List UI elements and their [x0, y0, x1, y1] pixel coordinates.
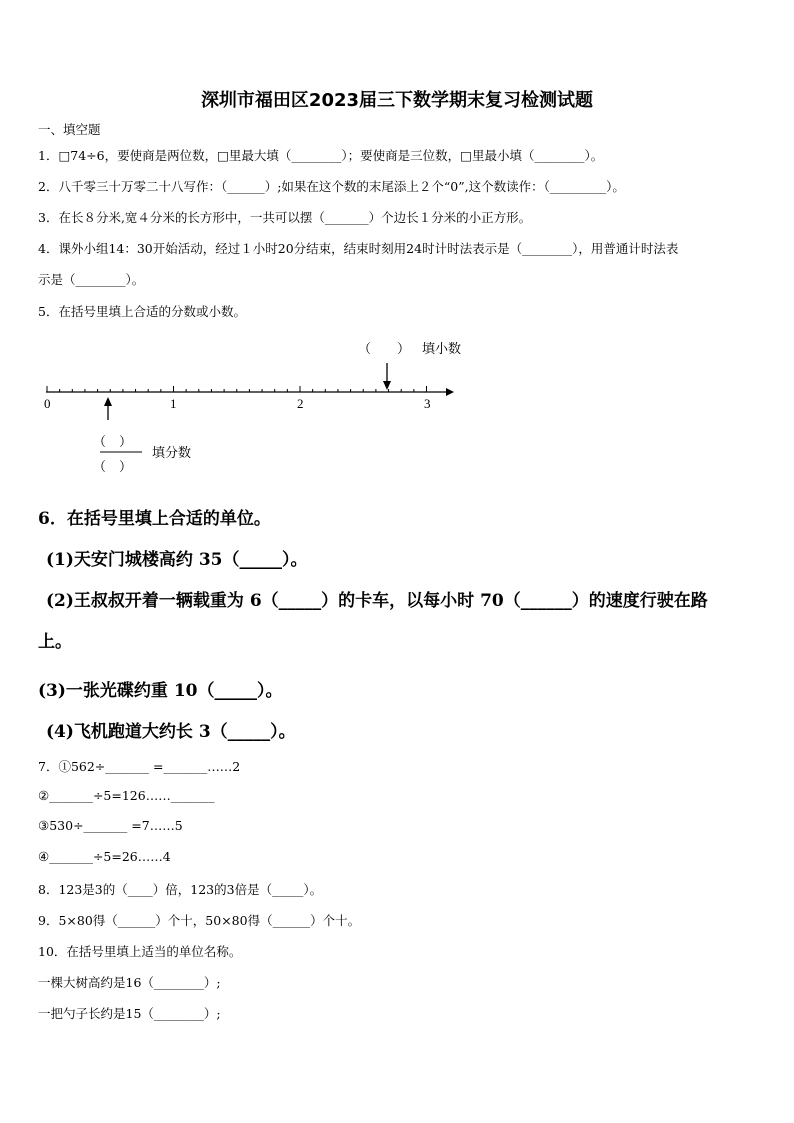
question-4-line-1: 4．课外小组14：30开始活动，经过１小时20分结束，结束时刻用24时计时法表示是（________），用普通计时法表: [38, 241, 679, 256]
question-4-line-2: 示是（________）。: [38, 272, 145, 287]
question-7-part-2: ②_______÷5=126……_______: [38, 788, 215, 803]
bottom-fill-label: 填分数: [152, 446, 192, 461]
top-answer-blank: （ ）: [358, 342, 411, 357]
bottom-arrow-head-icon: [104, 397, 112, 406]
question-6-1: (1)天安门城楼高约 35（_____）。: [46, 550, 308, 570]
question-3: 3．在长８分米,宽４分米的长方形中，一共可以摆（_______）个边长１分米的小正方形。: [38, 210, 532, 225]
question-10: 10．在括号里填上适当的单位名称。: [38, 944, 242, 959]
question-10-item-1: 一棵大树高约是16（________）;: [38, 975, 221, 990]
tick-label-3: 3: [424, 396, 431, 411]
question-10-item-2: 一把勺子长约是15（________）;: [38, 1006, 221, 1021]
tick-label-2: 2: [297, 396, 304, 411]
question-5: 5．在括号里填上合适的分数或小数。: [38, 304, 246, 319]
question-7-part-3: ③530÷_______ =7……5: [38, 818, 183, 833]
tick-label-0: 0: [44, 396, 51, 411]
question-1: 1．□74÷6，要使商是两位数，□里最大填（________）；要使商是三位数，□里最小填（________）。: [38, 148, 604, 163]
question-2: 2．八千零三十万零二十八写作：（______）;如果在这个数的末尾添上２个“0”,这个数读作：（_________）。: [38, 179, 625, 194]
question-6-4: (4)飞机跑道大约长 3（_____）。: [46, 722, 296, 742]
question-6-2-line-2: 上。: [38, 632, 72, 652]
question-6: 6．在括号里填上合适的单位。: [38, 509, 271, 529]
top-fill-label: 填小数: [422, 342, 462, 357]
question-7: 7．①562÷_______ =_______……2: [38, 759, 241, 774]
number-line-arrowhead: [446, 388, 454, 396]
question-6-3: (3)一张光碟约重 10（_____）。: [38, 681, 283, 701]
question-6-2-line-1: (2)王叔叔开着一辆载重为 6（_____）的卡车，以每小时 70（______）的速度行驶在路: [46, 591, 708, 611]
number-line-ticks: [47, 386, 427, 392]
tick-label-1: 1: [170, 396, 177, 411]
question-7-part-4: ④_______÷5=26……4: [38, 849, 171, 864]
fraction-denominator-blank: （ ）: [93, 460, 133, 475]
question-9: 9．5×80得（______）个十，50×80得（______）个十。: [38, 913, 361, 928]
question-8: 8．123是3的（____）倍，123的3倍是（_____）。: [38, 882, 323, 897]
section-heading: 一、填空题: [38, 122, 101, 137]
fraction-numerator-blank: （ ）: [93, 435, 133, 450]
top-arrow-head-icon: [383, 381, 391, 390]
page-title: 深圳市福田区2023届三下数学期末复习检测试题: [200, 90, 594, 111]
